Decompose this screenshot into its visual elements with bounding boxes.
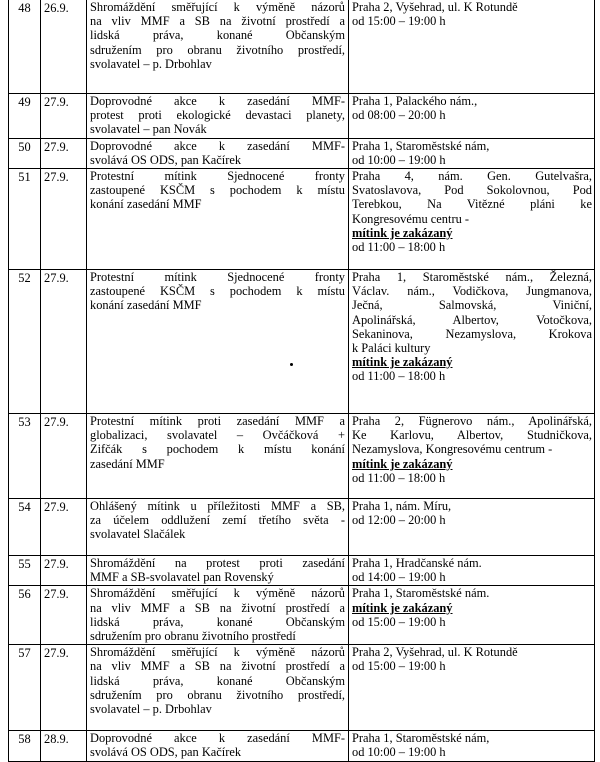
place-line: Praha 1, Palackého nám.,: [352, 94, 478, 108]
banned-notice: mítink je zakázaný: [352, 456, 453, 471]
row-number: 56: [9, 586, 41, 645]
description-line: Shromáždění směřující k výměně názorů: [90, 586, 345, 601]
place-line: Praha 1, Staroměstské nám.: [352, 586, 490, 601]
event-description: [87, 499, 349, 556]
place-line: k Paláci kultury: [352, 341, 431, 356]
description-line: protest proti ekologické devastaci planety,: [90, 108, 345, 123]
table-row: [9, 270, 595, 414]
event-description: [87, 645, 349, 731]
description-line: zastoupené KSČM s pochodem k místu: [90, 284, 345, 299]
event-place: [349, 270, 595, 414]
row-date: 27.9.: [41, 138, 87, 168]
table-row: [9, 731, 595, 761]
event-description: [87, 169, 349, 270]
place-line: Praha 2, Fügnerovo nám., Apolinářská,: [352, 414, 592, 429]
place-line: Ječná, Salmovská, Viniční,: [352, 298, 592, 313]
row-number: 53: [9, 414, 41, 499]
stray-dot: [290, 363, 293, 366]
description-line: Shromáždění na protest proti zasedání: [90, 556, 345, 571]
description-line: zastoupené KSČM s pochodem k místu: [90, 183, 345, 198]
event-description: [87, 586, 349, 645]
event-description: [87, 556, 349, 586]
event-place: [349, 0, 595, 94]
event-time: od 10:00 – 19:00 h: [352, 152, 446, 167]
description-line: globalizaci, svolavatel – Ovčáčková +: [90, 428, 345, 443]
description-line: sdružením pro obranu životního prostředí: [90, 629, 296, 644]
row-number: 57: [9, 645, 41, 731]
table-row: [9, 94, 595, 139]
table-row: [9, 556, 595, 586]
event-place: [349, 94, 595, 139]
place-line: Sekaninova, Nezamyslova, Krokova: [352, 326, 592, 341]
place-line: Praha 1, Staroměstské nám,: [352, 138, 490, 153]
row-number: 54: [9, 499, 41, 556]
description-line: svolavatel – p. Drbohlav: [90, 56, 212, 71]
description-line: MMF a SB-svolavatel pan Rovenský: [90, 570, 274, 585]
place-line: Praha 1, Hradčanské nám.: [352, 556, 482, 571]
event-place: [349, 731, 595, 761]
table-row: [9, 414, 595, 499]
description-line: konání zasedání MMF: [90, 298, 202, 313]
row-number: 51: [9, 169, 41, 270]
description-line: lidská práva, konané Občanským: [90, 28, 345, 43]
banned-notice: mítink je zakázaný: [352, 600, 453, 615]
row-date: 27.9.: [41, 169, 87, 270]
description-line: Zifčák s pochodem k místu konání: [90, 442, 345, 457]
description-line: Shromáždění směřující k výměně názorů: [90, 0, 345, 14]
description-line: Protestní mítink Sjednocené fronty: [90, 270, 345, 285]
place-line: Kongresovému centru -: [352, 211, 469, 226]
place-line: Ke Karlovu, Albertov, Studničkova,: [352, 428, 592, 443]
place-line: Praha 2, Vyšehrad, ul. K Rotundě: [352, 0, 518, 14]
event-place: [349, 414, 595, 499]
event-description: [87, 414, 349, 499]
table-row: [9, 586, 595, 645]
place-line: Praha 2, Vyšehrad, ul. K Rotundě: [352, 645, 518, 660]
description-line: za účelem oddlužení zemí třetího světa -: [90, 513, 345, 528]
row-number: 50: [9, 138, 41, 168]
description-line: Ohlášený mítink u příležitosti MMF a SB,: [90, 499, 345, 514]
description-line: svolavatel – p. Drbohlav: [90, 702, 212, 717]
events-table: [8, 0, 595, 762]
event-description: [87, 94, 349, 139]
description-line: sdružením pro obranu životního prostředí,: [90, 687, 345, 702]
place-line: Terebkou, Na Vitězné pláni ke: [352, 197, 592, 212]
table-row: [9, 138, 595, 168]
row-date: 27.9.: [41, 586, 87, 645]
description-line: svolává OS ODS, pan Kačírek: [90, 152, 242, 167]
description-line: lidská práva, konané Občanským: [90, 673, 345, 688]
event-time: od 14:00 – 19:00 h: [352, 570, 446, 585]
row-date: 27.9.: [41, 94, 87, 139]
table-row: [9, 499, 595, 556]
description-line: zasedání MMF: [90, 456, 165, 471]
description-line: Shromáždění směřující k výměně názorů: [90, 645, 345, 660]
event-time: od 15:00 – 19:00 h: [352, 614, 446, 629]
description-line: lidská práva, konané Občanským: [90, 614, 345, 629]
event-description: [87, 270, 349, 414]
description-line: Protestní mítink proti zasedání MMF a: [90, 414, 345, 429]
place-line: Praha 1, nám. Míru,: [352, 499, 452, 514]
event-place: [349, 499, 595, 556]
row-number: 48: [9, 0, 41, 94]
event-description: [87, 0, 349, 94]
description-line: na vliv MMF a SB na životní prostředí a: [90, 14, 345, 29]
event-time: od 11:00 – 18:00 h: [352, 470, 446, 485]
description-line: Doprovodné akce k zasedání MMF-: [90, 94, 345, 108]
place-line: Nezamyslova, Kongresovému centrum -: [352, 442, 553, 457]
event-time: od 15:00 – 19:00 h: [352, 659, 446, 674]
description-line: Doprovodné akce k zasedání MMF-: [90, 138, 345, 153]
event-place: [349, 645, 595, 731]
description-line: sdružením pro obranu životního prostředí,: [90, 42, 345, 57]
description-line: Protestní mítink Sjednocené fronty: [90, 169, 345, 184]
event-place: [349, 586, 595, 645]
table-row: [9, 0, 595, 94]
description-line: na vliv MMF a SB na životní prostředí a: [90, 600, 345, 615]
place-line: Praha 4, nám. Gen. Gutelvašra,: [352, 169, 592, 184]
event-description: [87, 138, 349, 168]
description-line: Doprovodné akce k zasedání MMF-: [90, 731, 345, 746]
row-date: 27.9.: [41, 414, 87, 499]
row-date: 27.9.: [41, 645, 87, 731]
row-date: 27.9.: [41, 499, 87, 556]
event-time: od 11:00 – 18:00 h: [352, 369, 446, 384]
event-time: od 15:00 – 19:00 h: [352, 14, 446, 29]
event-place: [349, 138, 595, 168]
row-date: 27.9.: [41, 270, 87, 414]
table-row: [9, 169, 595, 270]
event-time: od 08:00 – 20:00 h: [352, 108, 446, 123]
event-time: od 12:00 – 20:00 h: [352, 513, 446, 528]
row-date: 26.9.: [41, 0, 87, 94]
description-line: svolává OS ODS, pan Kačírek: [90, 745, 242, 760]
description-line: na vliv MMF a SB na životní prostředí a: [90, 659, 345, 674]
event-place: [349, 169, 595, 270]
event-time: od 10:00 – 19:00 h: [352, 745, 446, 760]
row-number: 49: [9, 94, 41, 139]
description-line: svolavatel – pan Novák: [90, 122, 207, 137]
place-line: Václav. nám., Vodičkova, Jungmanova,: [352, 284, 592, 299]
description-line: svolavatel Slačálek: [90, 527, 186, 542]
description-line: konání zasedání MMF: [90, 197, 202, 212]
events-table-body: [9, 0, 595, 761]
place-line: Svatoslavova, Pod Sokolovnou, Pod: [352, 183, 592, 198]
row-number: 58: [9, 731, 41, 761]
place-line: Praha 1, Staroměstské nám,: [352, 731, 490, 746]
row-date: 27.9.: [41, 556, 87, 586]
event-description: [87, 731, 349, 761]
row-number: 52: [9, 270, 41, 414]
event-place: [349, 556, 595, 586]
row-number: 55: [9, 556, 41, 586]
banned-notice: mítink je zakázaný: [352, 355, 453, 370]
place-line: Praha 1, Staroměstské nám., Železná,: [352, 270, 592, 285]
place-line: Apolinářská, Albertov, Votočkova,: [352, 312, 592, 327]
banned-notice: mítink je zakázaný: [352, 225, 453, 240]
table-row: [9, 645, 595, 731]
row-date: 28.9.: [41, 731, 87, 761]
event-time: od 11:00 – 18:00 h: [352, 240, 446, 255]
